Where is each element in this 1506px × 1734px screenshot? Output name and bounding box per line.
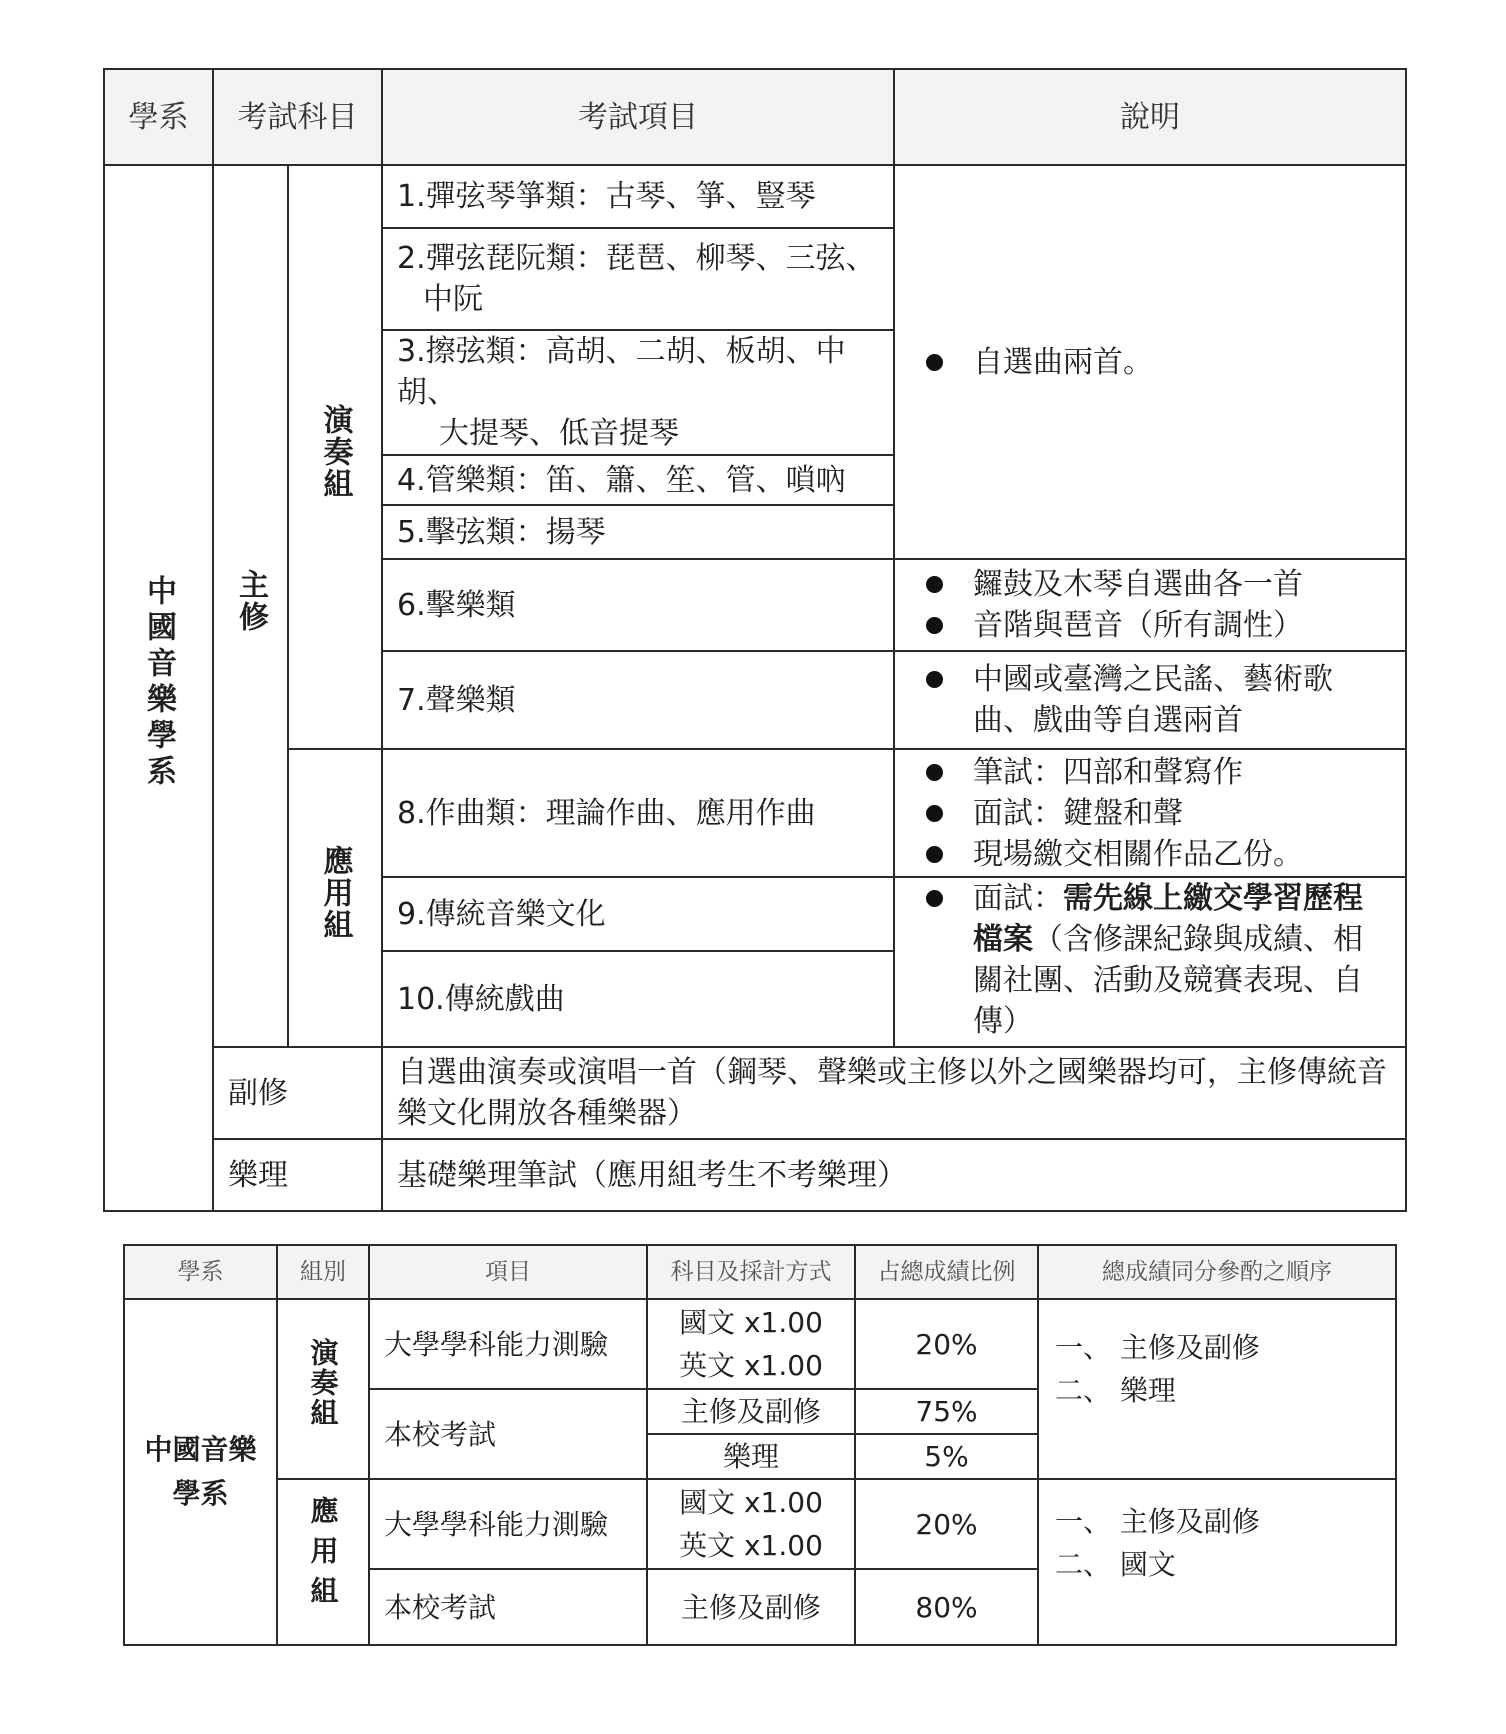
desc-bullet: 音階與琶音（所有調性） [909,605,1405,646]
desc-group-9 [894,877,1406,1047]
tiebreak-2: 二、 樂理 [1055,1374,1176,1407]
major-minor-subject: 主修及副修 [647,1389,855,1434]
header-item: 項目 [369,1245,647,1299]
desc-group-7 [894,651,1406,749]
desc-group-1 [894,165,1406,559]
score-weight-table [123,1244,1397,1646]
header-description: 說明 [894,69,1406,165]
school-exam-label: 本校考試 [369,1389,647,1479]
performance-group-cell [277,1299,369,1479]
department-line1: 中國音樂 [144,1433,257,1466]
desc-bullet: 鑼鼓及木琴自選曲各一首 [909,564,1405,605]
chinese-weight: 國文 x1.00 [679,1306,823,1339]
desc-bullet [909,878,1405,1042]
school-exam-label: 本校考試 [369,1569,647,1645]
department-cell [104,165,213,1211]
major-cell [213,165,288,1047]
performance-group-cell [288,165,382,749]
desc-group-8 [894,749,1406,877]
tiebreak-2: 二、 國文 [1055,1548,1176,1581]
performance-group-label: 演奏組 [306,1338,340,1428]
english-weight: 英文 x1.00 [679,1529,823,1562]
item-6: 6.擊樂類 [382,559,894,651]
theory-label: 樂理 [213,1139,382,1211]
major-minor-ratio: 75% [855,1389,1038,1434]
header-group: 組別 [277,1245,369,1299]
desc-group-6 [894,559,1406,651]
item-3-line1: 3.擦弦類：高胡、二胡、板胡、中胡、 [397,334,846,410]
item-2 [382,228,894,330]
tiebreak-1: 一、 主修及副修 [1055,1505,1260,1538]
exam-items-table [103,68,1407,1212]
performance-group-label: 演奏組 [317,403,353,500]
major-minor-ratio: 80% [855,1569,1038,1645]
portfolio-requirement: 需先線上繳交學習歷程檔案 [973,881,1363,957]
item-5: 5.擊弦類：揚琴 [382,505,894,559]
item-1: 1.彈弦琴箏類：古琴、箏、豎琴 [382,165,894,228]
header-department: 學系 [104,69,213,165]
interview-prefix: 面試： [973,881,1063,916]
item-2-line1: 2.彈弦琵阮類：琵琶、柳琴、三弦、 [397,241,876,276]
department-cell [124,1299,277,1645]
major-minor-subject: 主修及副修 [647,1569,855,1645]
applied-group-cell [288,749,382,1047]
item-3 [382,330,894,455]
desc-bullet: 自選曲兩首。 [909,342,1405,383]
header-exam-items: 考試項目 [382,69,894,165]
item-9: 9.傳統音樂文化 [382,877,894,951]
gsat-ratio: 20% [855,1299,1038,1389]
desc-bullet: 筆試：四部和聲寫作 [909,752,1405,793]
header-exam-subject: 考試科目 [213,69,382,165]
header-method: 科目及採計方式 [647,1245,855,1299]
applied-group-cell [277,1479,369,1645]
item-7: 7.聲樂類 [382,651,894,749]
performance-tiebreak [1038,1299,1396,1479]
desc-bullet: 面試：鍵盤和聲 [909,793,1405,834]
item-3-line2: 大提琴、低音提琴 [439,416,679,451]
gsat-label: 大學學科能力測驗 [369,1479,647,1569]
item-8: 8.作曲類：理論作曲、應用作曲 [382,749,894,877]
applied-group-label: 應用組 [306,1496,340,1616]
gsat-label: 大學學科能力測驗 [369,1299,647,1389]
portfolio-detail: （含修課紀錄與成績、相關社團、活動及競賽表現、自傳） [973,922,1363,1039]
gsat-subjects [647,1299,855,1389]
desc-bullet: 現場繳交相關作品乙份。 [909,834,1405,875]
item-2-line2: 中阮 [423,282,483,317]
header-tiebreak-order: 總成績同分參酌之順序 [1038,1245,1396,1299]
gsat-ratio: 20% [855,1479,1038,1569]
header-department: 學系 [124,1245,277,1299]
tiebreak-1: 一、 主修及副修 [1055,1331,1260,1364]
major-label: 主修 [233,568,268,633]
theory-ratio: 5% [855,1434,1038,1479]
department-line2: 學系 [172,1477,229,1510]
minor-description: 自選曲演奏或演唱一首（鋼琴、聲樂或主修以外之國樂器均可，主修傳統音樂文化開放各種樂器） [382,1047,1406,1139]
item-10: 10.傳統戲曲 [382,951,894,1047]
applied-tiebreak [1038,1479,1396,1645]
applied-group-label: 應用組 [317,844,353,941]
theory-subject: 樂理 [647,1434,855,1479]
header-ratio: 占總成績比例 [855,1245,1038,1299]
department-name: 中國音樂學系 [141,574,176,791]
minor-label: 副修 [213,1047,382,1139]
english-weight: 英文 x1.00 [679,1349,823,1382]
item-4: 4.管樂類：笛、簫、笙、管、嗩吶 [382,455,894,505]
gsat-subjects [647,1479,855,1569]
chinese-weight: 國文 x1.00 [679,1486,823,1519]
desc-bullet: 中國或臺灣之民謠、藝術歌曲、戲曲等自選兩首 [909,659,1405,741]
theory-description: 基礎樂理筆試（應用組考生不考樂理） [382,1139,1406,1211]
